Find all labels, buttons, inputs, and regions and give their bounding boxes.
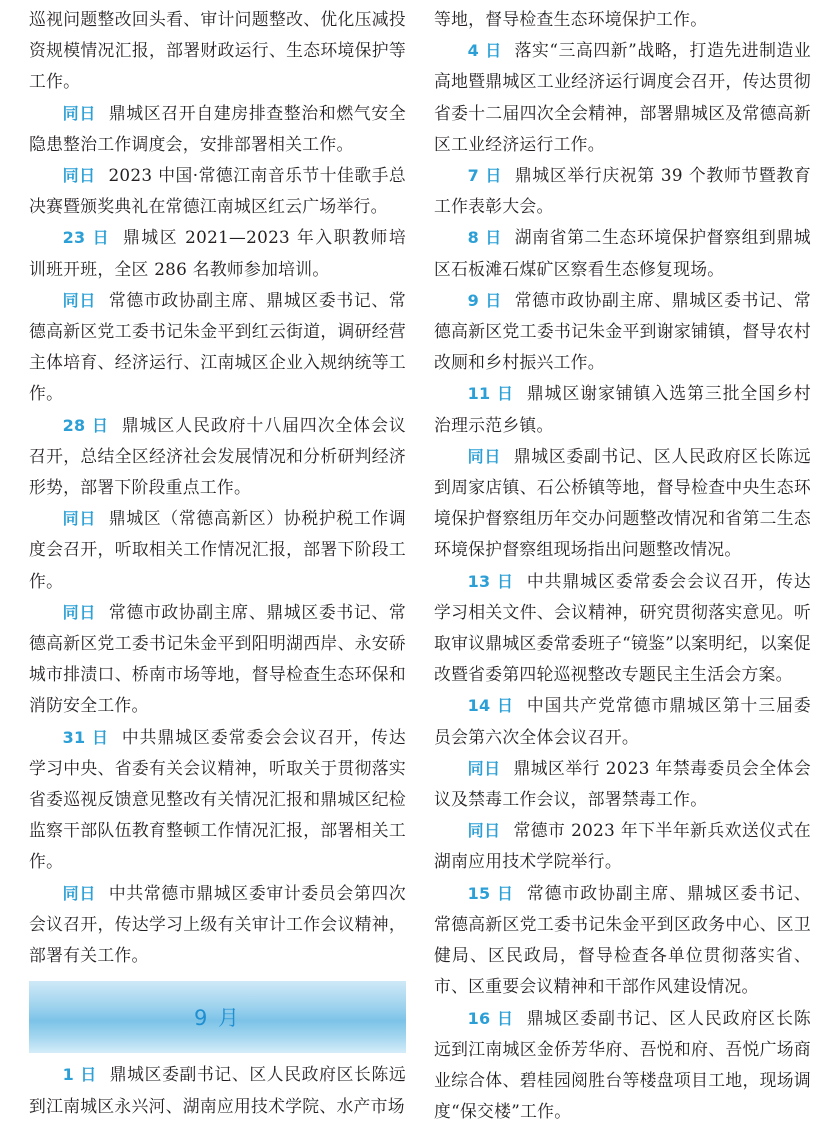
entry-date: 同日 — [467, 758, 501, 778]
entry-date: 28 日 — [62, 415, 110, 435]
entry-date: 同日 — [467, 446, 502, 466]
entry-date: 23 日 — [62, 228, 111, 248]
entry-date: 同日 — [62, 103, 97, 123]
entry-paragraph — [29, 160, 406, 222]
entry-text: 巡视问题整改回头看、审计问题整改、优化压减投资规模情况汇报，部署财政运行、生态环境保护等工作。 — [29, 9, 406, 92]
month-banner — [29, 981, 406, 1053]
entry-text: 常德市政协副主席、鼎城区委书记、常德高新区党工委书记朱金平到阳明湖西岸、永安硚城市排渍口、桥南市场等地，督导检查生态环保和消防安全工作。 — [29, 601, 406, 716]
entry-text: 鼎城区（常德高新区）协税护税工作调度会召开，听取相关工作情况汇报，部署下阶段工作。 — [29, 508, 406, 591]
entry-paragraph — [434, 378, 811, 440]
entry-date: 14 日 — [467, 696, 515, 716]
entry-text: 鼎城区举行庆祝第 39 个教师节暨教育工作表彰大会。 — [434, 165, 811, 217]
left-entries — [29, 4, 406, 971]
entry-date: 同日 — [62, 290, 97, 310]
entry-text: 等地，督导检查生态环境保护工作。 — [434, 9, 708, 29]
entry-text: 鼎城区举行 2023 年禁毒委员会全体会议及禁毒工作会议，部署禁毒工作。 — [434, 757, 811, 810]
right-entries — [434, 4, 811, 1127]
entry-text: 中国共产党常德市鼎城区第十三届委员会第六次全体会议召开。 — [434, 695, 811, 747]
entry-paragraph — [29, 98, 406, 160]
entry-text: 鼎城区召开自建房排查整治和燃气安全隐患整治工作调度会，安排部署相关工作。 — [29, 102, 406, 154]
entry-date: 16 日 — [467, 1008, 515, 1028]
entry-paragraph — [434, 285, 811, 379]
entry-paragraph — [434, 690, 811, 752]
entry-text: 中共常德市鼎城区委审计委员会第四次会议召开，传达学习上级有关审计工作会议精神，部署有关工作。 — [29, 882, 406, 966]
entry-paragraph — [29, 878, 406, 972]
entry-paragraph — [434, 566, 811, 691]
entry-date: 9 日 — [467, 290, 502, 310]
left-entries-after-banner — [29, 1059, 406, 1121]
entry-paragraph — [434, 878, 811, 1003]
entry-date: 8 日 — [467, 228, 502, 248]
entry-text: 鼎城区委副书记、区人民政府区长陈远到江南城区金侨芳华府、吾悦和府、吾悦广场商业综合体、碧桂园阅胜台等楼盘项目工地，现场调度“保交楼”工作。 — [434, 1007, 811, 1122]
entry-paragraph — [434, 222, 811, 284]
entry-text: 常德市政协副主席、鼎城区委书记、常德高新区党工委书记朱金平到谢家铺镇，督导农村改厕和乡村振兴工作。 — [434, 289, 811, 373]
entry-date: 1 日 — [62, 1065, 97, 1085]
entry-paragraph — [29, 597, 406, 722]
entry-text: 常德市政协副主席、鼎城区委书记、常德高新区党工委书记朱金平到区政务中心、区卫健局、区民政局，督导检查各单位贯彻落实省、市、区重要会议精神和干部作风建设情况。 — [434, 882, 811, 997]
entry-text: 2023 中国·常德江南音乐节十佳歌手总决赛暨颁奖典礼在常德江南城区红云广场举行。 — [29, 165, 406, 217]
entry-text: 中共鼎城区委常委会会议召开，传达学习相关文件、会议精神，研究贯彻落实意见。听取审议鼎城区委常委班子“镜鉴”以案明纪，以案促改暨省委第四轮巡视整改专题民主生活会方案。 — [434, 570, 811, 685]
entry-paragraph — [29, 4, 406, 98]
entry-date: 7 日 — [467, 166, 503, 186]
entry-text: 鼎城区 2021—2023 年入职教师培训班开班，全区 286 名教师参加培训。 — [29, 227, 406, 279]
entry-paragraph — [29, 1059, 406, 1121]
entry-paragraph — [434, 4, 811, 35]
entry-paragraph — [29, 503, 406, 597]
entry-date: 15 日 — [467, 883, 515, 903]
entry-text: 鼎城区委副书记、区人民政府区长陈远到周家店镇、石公桥镇等地，督导检查中央生态环境保护督察组历年交办问题整改情况和省第二生态环境保护督察组现场指出问题整改情况。 — [434, 445, 811, 560]
entry-date: 同日 — [62, 883, 97, 903]
entry-date: 13 日 — [467, 571, 515, 591]
entry-paragraph — [434, 160, 811, 222]
entry-date: 同日 — [62, 509, 97, 529]
entry-date: 同日 — [62, 166, 96, 186]
entry-paragraph — [29, 410, 406, 504]
entry-paragraph — [434, 1003, 811, 1128]
entry-date: 同日 — [467, 821, 501, 841]
entry-paragraph — [434, 753, 811, 815]
entry-text: 常德市 2023 年下半年新兵欢送仪式在湖南应用技术学院举行。 — [434, 820, 811, 872]
entry-text: 落实“三高四新”战略，打造先进制造业高地暨鼎城区工业经济运行调度会召开，传达贯彻省委十二届四次全会精神，部署鼎城区及常德高新区工业经济运行工作。 — [434, 40, 811, 154]
entry-paragraph — [434, 35, 811, 160]
entry-paragraph — [29, 222, 406, 284]
entry-paragraph — [434, 441, 811, 566]
entry-text: 鼎城区人民政府十八届四次全体会议召开，总结全区经济社会发展情况和分析研判经济形势，部署下阶段重点工作。 — [29, 414, 406, 498]
left-column — [29, 4, 406, 1122]
entry-date: 31 日 — [62, 727, 110, 747]
right-column — [434, 4, 811, 1127]
entry-text: 鼎城区谢家铺镇入选第三批全国乡村治理示范乡镇。 — [434, 383, 811, 435]
entry-text: 鼎城区委副书记、区人民政府区长陈远到江南城区永兴河、湖南应用技术学院、水产市场 — [29, 1064, 406, 1116]
entry-paragraph — [29, 285, 406, 410]
entry-text: 中共鼎城区委常委会会议召开，传达学习中央、省委有关会议精神，听取关于贯彻落实省委巡视反馈意见整改有关情况汇报和鼎城区纪检监察干部队伍教育整顿工作情况汇报，部署相关工作。 — [29, 726, 406, 872]
entry-date: 同日 — [62, 602, 97, 622]
entry-paragraph — [29, 722, 406, 878]
entry-date: 11 日 — [467, 384, 515, 404]
entry-paragraph — [434, 815, 811, 877]
entry-date: 4 日 — [467, 41, 502, 61]
month-title: 9 月 — [193, 1006, 242, 1031]
entry-text: 湖南省第二生态环境保护督察组到鼎城区石板滩石煤矿区察看生态修复现场。 — [434, 227, 811, 279]
entry-text: 常德市政协副主席、鼎城区委书记、常德高新区党工委书记朱金平到红云街道，调研经营主体培育、经济运行、江南城区企业入规纳统等工作。 — [29, 289, 406, 404]
